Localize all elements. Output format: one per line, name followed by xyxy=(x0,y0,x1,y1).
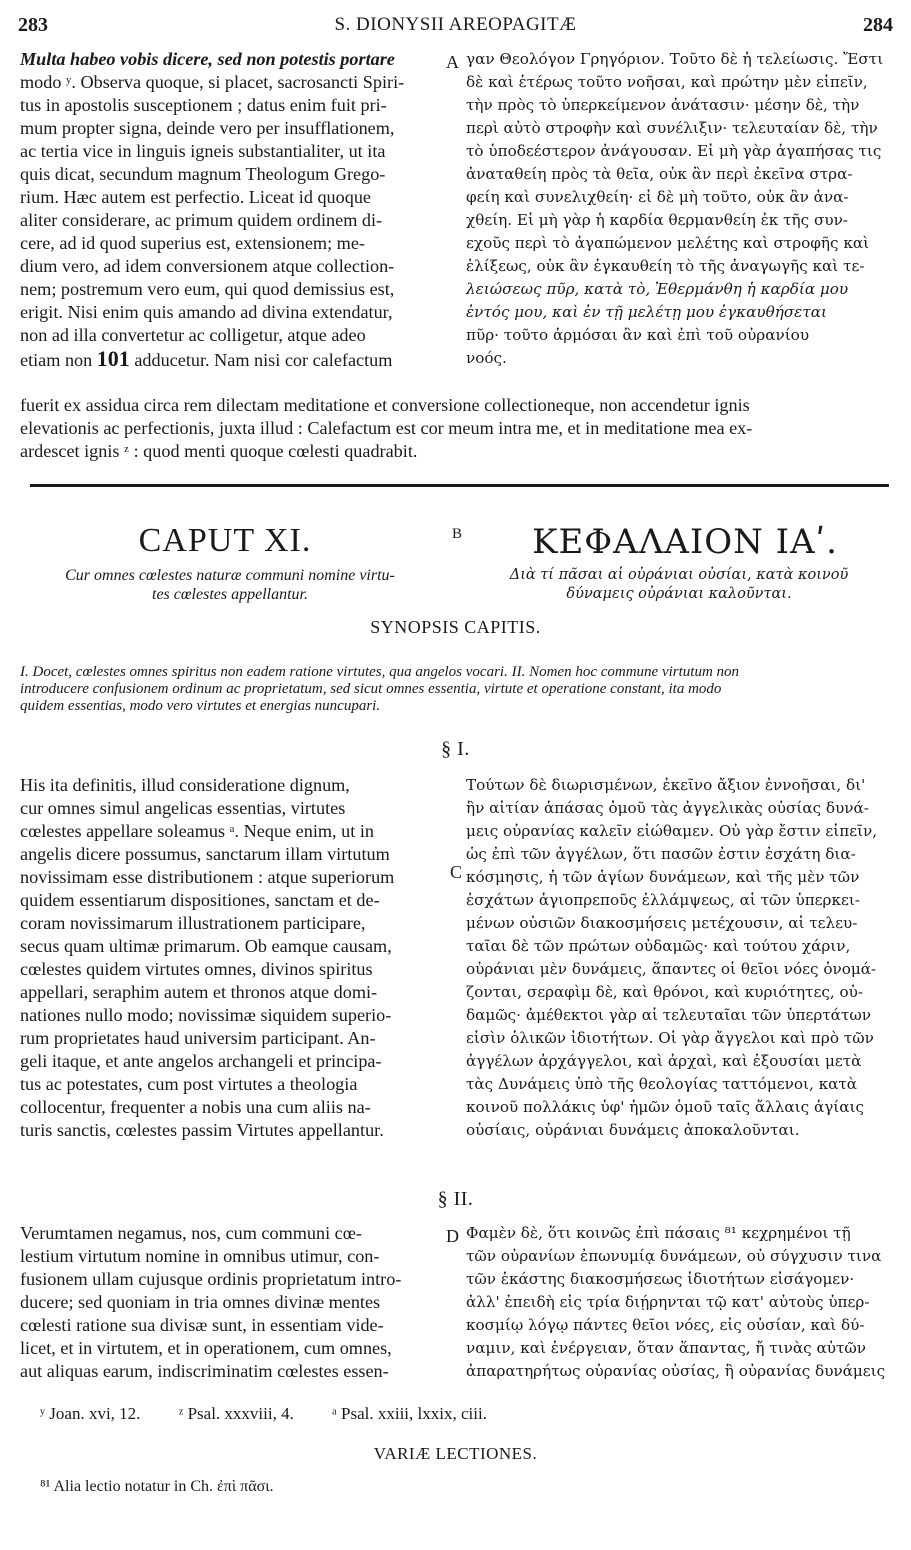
full-line: elevationis ac perfectionis, juxta illud : Calefactum est cor meum intra me, et in meditatione mea ex- xyxy=(20,418,753,438)
synopsis-line: introducere confusionem ordinum ac proprietatum, sed sicut omnes essentia, virtute et operatione constant, ita modo xyxy=(20,681,722,697)
latin-text: adducetur. Nam nisi cor calefactum xyxy=(134,350,393,370)
synopsis-heading: SYNOPSIS CAPITIS. xyxy=(370,617,541,637)
greek-line: ναμιν, καὶ ἐνέργειαν, ὅταν ἅπαντας, ἤ τινὰς αὐτῶν xyxy=(466,1339,866,1357)
synopsis-line: quidem essentias, modo vero virtutes et energias nuncupari. xyxy=(20,698,381,714)
greek-column-section-two xyxy=(466,1222,890,1383)
margin-marker-a: A xyxy=(446,52,459,72)
latin-line: non ad illa convertetur ac colligetur, atque adeo xyxy=(20,325,366,345)
margin-marker-c: C xyxy=(450,862,463,882)
latin-line: tus ac potestates, cum post virtutes a theologia xyxy=(20,1074,358,1094)
page-number-left: 283 xyxy=(18,14,48,36)
greek-line: ἀλλ' ἐπειδὴ εἰς τρία διῄρηνται τῷ κατ' αὐτοὺς ὑπερ- xyxy=(466,1293,870,1311)
latin-line: mum propter signa, deinde vero per insufflationem, xyxy=(20,118,395,138)
greek-line: τῶν οὐρανίων ἐπωνυμίᾳ δυνάμεων, οὐ σύγχυσιν τινα xyxy=(466,1247,882,1265)
greek-line: δὲ καὶ ἑτέρως τοῦτο νοῆσαι, καὶ πρώτην μὲν εἰπεῖν, xyxy=(466,73,868,91)
subtitle-line: tes cœlestes appellantur. xyxy=(152,586,308,603)
greek-line: ἐσχάτων ἁγιοπρεποῦς ἐλλάμψεως, αἱ τῶν ὑπερκει- xyxy=(466,891,860,909)
latin-line: geli itaque, et ante angelos archangeli et principa- xyxy=(20,1051,382,1071)
greek-line: κόσμησις, ἡ τῶν ἁγίων δυνάμεων, καὶ τῆς μὲν τῶν xyxy=(466,868,860,886)
full-line: fuerit ex assidua circa rem dilectam meditatione et conversione collectioneque, non accendetur ignis xyxy=(20,395,750,415)
greek-line: ἐλίξεως, οὐκ ἂν ἐγκαυθείη τὸ τῆς ἀναγωγῆς καὶ τε- xyxy=(466,257,865,275)
footnote: ʸ Joan. xvi, 12. xyxy=(40,1404,141,1423)
latin-line: turis sanctis, cœlestes passim Virtutes appellantur. xyxy=(20,1120,384,1140)
latin-line: Multa habeo vobis dicere, sed non potestis portare xyxy=(20,49,395,69)
latin-line: cœlestes quidem virtutes omnes, divinos spiritus xyxy=(20,959,373,979)
latin-line: lestium virtutum nomine in omnibus utimur, con- xyxy=(20,1246,380,1266)
subtitle-line: Διὰ τί πᾶσαι αἱ οὐράνιαι οὐσίαι, κατὰ κοινοῦ xyxy=(509,567,849,583)
greek-line: νοός. xyxy=(466,349,507,367)
latin-line: nationes nullo modo; novissimæ siquidem superio- xyxy=(20,1005,392,1025)
footnotes xyxy=(40,1404,881,1424)
greek-line: ὡς ἐπὶ τῶν ἀγγέλων, ὅτι πασῶν ἐστιν ἐσχάτη δια- xyxy=(466,845,856,863)
column-number: 101 xyxy=(96,346,130,371)
latin-line: dium vero, ad idem conversionem atque collection- xyxy=(20,256,395,276)
greek-line: ἣν αἰτίαν ἁπάσας ὁμοῦ τὰς ἀγγελικὰς οὐσίας δυνά- xyxy=(466,799,869,817)
greek-line: οὐράνιαι μὲν δυνάμεις, ἅπαντες οἱ θεῖοι νόες ὀνομά- xyxy=(466,960,877,978)
latin-line: modo ʸ. Observa quoque, si placet, sacrosancti Spiri- xyxy=(20,72,405,92)
latin-chapter-title: CAPUT XI. xyxy=(138,522,312,559)
latin-chapter-subtitle xyxy=(20,566,440,604)
full-line: ardescet ignis ᶻ : quod menti quoque cœlesti quadrabit. xyxy=(20,441,418,461)
greek-line: τὴν πρὸς τὸ ὑπερκείμενον ἀνάτασιν· μέσην δὲ, τὴν xyxy=(466,96,860,114)
latin-column-section-two xyxy=(20,1222,442,1383)
variant-reading-note: ⁸¹ Alia lectio notatur in Ch. ἐπὶ πᾶσι. xyxy=(40,1478,274,1495)
latin-line: aut aliquas earum, indiscriminatim cœlestes essen- xyxy=(20,1361,389,1381)
latin-line: quidem essentiarum dispositiones, sanctam et de- xyxy=(20,890,380,910)
latin-text: etiam non xyxy=(20,350,93,370)
greek-line: πῦρ· τοῦτο ἁρμόσαι ἂν καὶ ἐπὶ τοῦ οὐρανίου xyxy=(466,326,810,344)
latin-line: secus quam ultimæ primarum. Ob eamque causam, xyxy=(20,936,392,956)
margin-marker-b: B xyxy=(452,526,463,542)
greek-line: Τούτων δὲ διωρισμένων, ἐκεῖνο ἄξιον ἐννοῆσαι, δι' xyxy=(466,776,866,794)
running-title: S. DIONYSII AREOPAGITÆ xyxy=(334,14,577,35)
greek-line: μεις οὐρανίας καλεῖν εἰώθαμεν. Οὐ γὰρ ἔστιν εἰπεῖν, xyxy=(466,822,878,840)
greek-chapter-subtitle xyxy=(466,566,892,604)
greek-line: τὰς Δυνάμεις ὑπὸ τῆς θεολογίας ταττόμενοι, κατὰ xyxy=(466,1075,858,1093)
greek-line: Φαμὲν δὲ, ὅτι κοινῶς ἐπὶ πάσαις ⁸¹ κεχρημένοι τῇ xyxy=(466,1224,851,1242)
greek-line: οὐσίαις, οὐράνιαι δυνάμεις ἀποκαλοῦνται. xyxy=(466,1121,800,1139)
full-width-continuation xyxy=(20,394,890,463)
greek-line: εχοῦς περὶ τὸ ἀγαπώμενον μελέτης καὶ στροφῆς καὶ xyxy=(466,234,870,252)
greek-line: δαμῶς· ἀμέθεκτοι γὰρ αἱ τελευταῖαι τῶν ὑπερτάτων xyxy=(466,1006,871,1024)
latin-line: angelis dicere possumus, sanctarum illam virtutum xyxy=(20,844,390,864)
latin-line: His ita definitis, illud consideratione dignum, xyxy=(20,775,350,795)
variae-lectiones-heading: VARIÆ LECTIONES. xyxy=(373,1444,538,1463)
latin-line: ac tertia vice in linguis igneis substantialiter, ut ita xyxy=(20,141,386,161)
page-number-right: 284 xyxy=(863,14,893,36)
latin-line: rium. Hæc autem est perfectio. Liceat id quoque xyxy=(20,187,371,207)
greek-column-section-one xyxy=(466,774,890,1142)
greek-column-top xyxy=(466,48,890,370)
greek-line: εἰσὶν ὁλικῶν ἰδιοτήτων. Οἱ γὰρ ἄγγελοι καὶ πρὸ τῶν xyxy=(466,1029,874,1047)
page-header xyxy=(18,14,893,44)
latin-line: nem; postremum vero eum, qui quod demissius est, xyxy=(20,279,395,299)
greek-line: ζονται, σεραφὶμ δὲ, καὶ θρόνοι, καὶ κυριότητες, οὐ- xyxy=(466,983,863,1001)
greek-chapter-title: ΚΕΦΑΛΑΙΟΝ ΙΑʹ. xyxy=(532,522,838,562)
subtitle-line: Cur omnes cœlestes naturæ communi nomine virtu- xyxy=(65,567,395,584)
latin-line: novissimam esse distributionem : atque superiorum xyxy=(20,867,395,887)
latin-line: quis dicat, secundum magnum Theologum Grego- xyxy=(20,164,386,184)
margin-marker-d: D xyxy=(446,1226,459,1246)
greek-line: τὸ ὑποδεέστερον ἀνάγουσαν. Εἰ μὴ γὰρ ἀγαπήσας τις xyxy=(466,142,882,160)
latin-line: ducere; sed quoniam in tria omnes divinæ mentes xyxy=(20,1292,381,1312)
latin-line: fusionem ullam cujusque ordinis proprietatum intro- xyxy=(20,1269,402,1289)
latin-line: licet, et in virtutem, et in operationem, cum omnes, xyxy=(20,1338,392,1358)
section-rule xyxy=(30,484,889,487)
footnote: ᶻ Psal. xxxviii, 4. xyxy=(178,1404,294,1423)
greek-line: ταῖαι δὲ τῶν πρώτων οὐδαμῶς· καὶ τούτου χάριν, xyxy=(466,937,851,955)
section-two-heading: § II. xyxy=(437,1188,474,1210)
greek-line: ἀγγέλων ἀρχάγγελοι, καὶ ἀρχαὶ, καὶ ἐξουσίαι μετὰ xyxy=(466,1052,862,1070)
latin-line: erigit. Nisi enim quis amando ad divina extendatur, xyxy=(20,302,393,322)
footnote: ᵃ Psal. xxiii, lxxix, ciii. xyxy=(332,1404,487,1423)
latin-line: cœlestes appellare soleamus ᵃ. Neque enim, ut in xyxy=(20,821,374,841)
greek-line: λειώσεως πῦρ, κατὰ τὸ, Ἐθερμάνθη ἡ καρδία μου xyxy=(466,280,849,298)
latin-line: cœlesti ratione sua divisæ sunt, in essentiam vide- xyxy=(20,1315,384,1335)
latin-line xyxy=(20,347,442,372)
greek-line: τῶν ἑκάστης διακοσμήσεως ἰδιοτήτων εἰσάγομεν· xyxy=(466,1270,855,1288)
synopsis-line: I. Docet, cœlestes omnes spiritus non eadem ratione virtutes, qua angelos vocari. II. Nomen hoc commune virtutum non xyxy=(20,664,740,680)
greek-line: κοσμίῳ λόγῳ πάντες θεῖοι νόες, εἰς οὐσίαν, καὶ δύ- xyxy=(466,1316,865,1334)
latin-line: cere, ad id quod superius est, extensionem; me- xyxy=(20,233,365,253)
greek-line: φείη καὶ συνελιχθείη· εἰ δὲ μὴ τοῦτο, οὐκ ἂν ἀνα- xyxy=(466,188,849,206)
greek-line: ἀπαρατηρήτως οὐρανίας οὐσίας, ἢ οὐρανίας δυνάμεις xyxy=(466,1362,886,1380)
greek-line: ἐντός μου, καὶ ἐν τῇ μελέτῃ μου ἐγκαυθήσεται xyxy=(466,303,827,321)
greek-line: χθείη. Εἰ μὴ γὰρ ἡ καρδία θερμανθείη ἐκ τῆς συν- xyxy=(466,211,848,229)
greek-line: μένων οὐσιῶν διακοσμήσεις μετέχουσιν, αἱ τελευ- xyxy=(466,914,858,932)
latin-line: Verumtamen negamus, nos, cum communi cœ- xyxy=(20,1223,362,1243)
latin-column-section-one xyxy=(20,774,442,1142)
subtitle-line: δύναμεις οὐράνιαι καλοῦνται. xyxy=(566,586,792,602)
latin-line: tus in apostolis susceptionem ; datus enim fuit pri- xyxy=(20,95,387,115)
latin-line: coram novissimarum illustrationem participare, xyxy=(20,913,366,933)
latin-line: aliter considerare, ac primum quidem ordinem di- xyxy=(20,210,383,230)
latin-line: cur omnes simul angelicas essentias, virtutes xyxy=(20,798,346,818)
section-one-heading: § I. xyxy=(441,738,470,760)
latin-column-top xyxy=(20,48,442,372)
greek-line: ἀναταθείη πρὸς τὰ θεῖα, οὐκ ἂν περὶ ἐκεῖνα στρα- xyxy=(466,165,853,183)
synopsis-text xyxy=(20,664,890,715)
latin-line: collocentur, frequenter a nobis una cum aliis na- xyxy=(20,1097,371,1117)
greek-line: κοινοῦ πολλάκις ὑφ' ἡμῶν ὁμοῦ ταῖς ἄλλαις ἁγίαις xyxy=(466,1098,864,1116)
latin-line: rum proprietates haud universim participant. An- xyxy=(20,1028,376,1048)
latin-line: appellari, seraphim autem et thronos atque domi- xyxy=(20,982,378,1002)
greek-line: γαν Θεολόγον Γρηγόριον. Τοῦτο δὲ ἡ τελείωσις. Ἔστι xyxy=(466,50,884,68)
greek-line: περὶ αὐτὸ στροφὴν καὶ συνέλιξιν· τελευταίαν δὲ, τὴν xyxy=(466,119,878,137)
